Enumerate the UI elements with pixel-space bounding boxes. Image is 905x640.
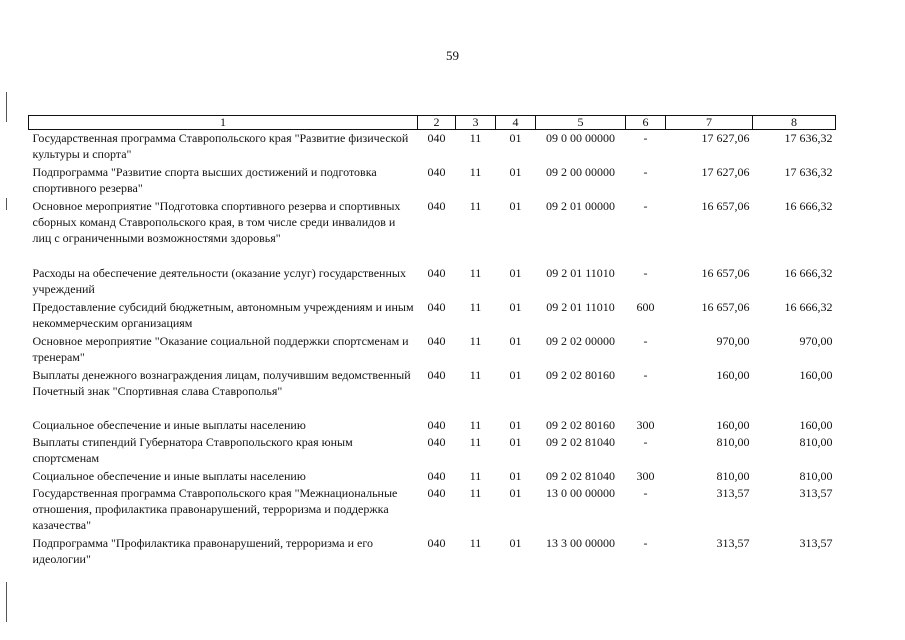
cell-code-6: -: [643, 367, 648, 382]
left-margin-line: [6, 582, 7, 622]
cell-code-5: 09 2 02 80160: [546, 417, 615, 432]
cell-code-4: 01: [509, 265, 522, 280]
table-row: [29, 198, 836, 265]
cell-amount-7: 970,00: [716, 333, 750, 348]
cell-code-2: 040: [427, 164, 446, 179]
table-row: [29, 333, 836, 367]
cell-code-2: 040: [427, 434, 446, 449]
cell-amount-8: 313,57: [799, 535, 833, 550]
row-title: Расходы на обеспечение деятельности (оказание услуг) государственных учреждений: [32, 265, 406, 296]
column-header: 4: [496, 116, 536, 130]
cell-code-5: 09 0 00 00000: [546, 131, 615, 145]
table-row: [29, 265, 836, 299]
cell-amount-7: 160,00: [716, 417, 750, 432]
cell-code-5: 13 0 00 00000: [546, 485, 615, 500]
cell-code-6: 300: [636, 468, 655, 483]
cell-code-5: 09 2 02 00000: [546, 333, 615, 348]
cell-code-5: 09 2 00 00000: [546, 164, 615, 179]
cell-code-6: -: [643, 535, 648, 550]
cell-code-4: 01: [509, 131, 522, 145]
cell-code-6: -: [643, 164, 648, 179]
cell-amount-7: 810,00: [716, 468, 750, 483]
cell-code-4: 01: [509, 417, 522, 432]
table-row: [29, 535, 836, 568]
cell-code-3: 11: [469, 333, 482, 348]
cell-code-2: 040: [427, 367, 446, 382]
column-header: 8: [753, 116, 836, 130]
table-row: [29, 299, 836, 333]
cell-code-2: 040: [427, 485, 446, 500]
column-header: 3: [456, 116, 496, 130]
cell-amount-7: 810,00: [716, 434, 750, 449]
cell-amount-7: 16 657,06: [701, 198, 750, 213]
cell-code-3: 11: [469, 485, 482, 500]
cell-code-3: 11: [469, 164, 482, 179]
row-title: Государственная программа Ставропольского края "Межнациональные отношения, профилактика правонарушений, терроризма и поддержка казачества": [32, 485, 398, 532]
cell-code-5: 09 2 01 11010: [546, 265, 615, 280]
cell-code-2: 040: [427, 299, 446, 314]
cell-amount-8: 16 666,32: [784, 198, 833, 213]
cell-amount-8: 160,00: [799, 367, 833, 382]
cell-code-2: 040: [427, 265, 446, 280]
column-header: 2: [418, 116, 456, 130]
cell-code-3: 11: [469, 468, 482, 483]
budget-table: [28, 115, 836, 568]
cell-amount-7: 16 657,06: [701, 299, 750, 314]
table-row: [29, 417, 836, 434]
cell-code-3: 11: [469, 535, 482, 550]
cell-code-4: 01: [509, 367, 522, 382]
row-title: Подпрограмма "Профилактика правонарушений, терроризма и его идеологии": [32, 535, 373, 566]
cell-code-3: 11: [469, 131, 482, 145]
row-title: Выплаты денежного вознаграждения лицам, получившим ведомственный Почетный знак "Спортивная слава Ставрополья": [32, 367, 411, 398]
cell-code-3: 11: [469, 198, 482, 213]
cell-code-2: 040: [427, 417, 446, 432]
cell-code-5: 09 2 02 81040: [546, 434, 615, 449]
cell-code-2: 040: [427, 535, 446, 550]
cell-code-6: -: [643, 198, 648, 213]
row-title: Государственная программа Ставропольского края "Развитие физической культуры и спорта": [32, 131, 409, 161]
cell-amount-8: 16 666,32: [784, 265, 833, 280]
cell-code-6: 600: [636, 299, 655, 314]
cell-code-3: 11: [469, 434, 482, 449]
cell-amount-8: 810,00: [799, 468, 833, 483]
left-margin-line: [6, 198, 7, 210]
cell-code-4: 01: [509, 434, 522, 449]
cell-code-6: 300: [636, 417, 655, 432]
cell-code-6: -: [643, 434, 648, 449]
cell-amount-7: 16 657,06: [701, 265, 750, 280]
cell-code-3: 11: [469, 265, 482, 280]
cell-code-4: 01: [509, 198, 522, 213]
table-row: [29, 485, 836, 535]
cell-code-6: -: [643, 333, 648, 348]
cell-code-6: -: [643, 265, 648, 280]
cell-amount-8: 160,00: [799, 417, 833, 432]
table-header-row: [29, 116, 836, 130]
table-row: [29, 164, 836, 198]
cell-code-2: 040: [427, 131, 446, 145]
cell-amount-7: 313,57: [716, 485, 750, 500]
table-row: [29, 130, 836, 164]
cell-code-6: -: [643, 131, 648, 145]
row-title: Социальное обеспечение и иные выплаты населению: [32, 468, 306, 483]
cell-code-4: 01: [509, 299, 522, 314]
cell-code-6: -: [643, 485, 648, 500]
row-title: Подпрограмма "Развитие спорта высших достижений и подготовка спортивного резерва": [32, 164, 377, 195]
page-number: 59: [446, 48, 459, 63]
cell-code-5: 09 2 02 80160: [546, 367, 615, 382]
cell-amount-8: 17 636,32: [784, 164, 833, 179]
cell-code-2: 040: [427, 333, 446, 348]
row-title: Выплаты стипендий Губернатора Ставропольского края юным спортсменам: [32, 434, 353, 465]
table-row: [29, 367, 836, 417]
cell-amount-8: 970,00: [799, 333, 833, 348]
cell-code-3: 11: [469, 299, 482, 314]
cell-code-4: 01: [509, 485, 522, 500]
table-row: [29, 434, 836, 468]
cell-amount-7: 160,00: [716, 367, 750, 382]
row-title: Социальное обеспечение и иные выплаты населению: [32, 417, 306, 432]
cell-code-4: 01: [509, 164, 522, 179]
row-title: Основное мероприятие "Оказание социальной поддержки спортсменам и тренерам": [32, 333, 409, 364]
table-row: [29, 468, 836, 485]
cell-amount-7: 17 627,06: [701, 164, 750, 179]
cell-code-2: 040: [427, 198, 446, 213]
cell-code-3: 11: [469, 367, 482, 382]
row-title: Основное мероприятие "Подготовка спортивного резерва и спортивных сборных команд Ставропольского края, в том числе среди инвалидов и лиц с ограниченными возможностями здоровья": [32, 198, 401, 245]
row-title: Предоставление субсидий бюджетным, автономным учреждениям и иным некоммерческим организациям: [32, 299, 414, 330]
cell-code-5: 09 2 02 81040: [546, 468, 615, 483]
cell-amount-8: 810,00: [799, 434, 833, 449]
left-margin-line: [6, 92, 7, 122]
cell-code-4: 01: [509, 333, 522, 348]
column-header: 7: [666, 116, 753, 130]
cell-code-2: 040: [427, 468, 446, 483]
cell-amount-8: 16 666,32: [784, 299, 833, 314]
column-header: 5: [536, 116, 626, 130]
cell-code-4: 01: [509, 535, 522, 550]
cell-code-5: 09 2 01 11010: [546, 299, 615, 314]
cell-amount-7: 313,57: [716, 535, 750, 550]
column-header: 1: [29, 116, 418, 130]
cell-code-5: 13 3 00 00000: [546, 535, 615, 550]
column-header: 6: [626, 116, 666, 130]
cell-code-5: 09 2 01 00000: [546, 198, 615, 213]
cell-amount-8: 17 636,32: [784, 131, 833, 145]
cell-amount-8: 313,57: [799, 485, 833, 500]
table-body: [29, 130, 836, 568]
cell-code-4: 01: [509, 468, 522, 483]
cell-code-3: 11: [469, 417, 482, 432]
cell-amount-7: 17 627,06: [701, 131, 750, 145]
